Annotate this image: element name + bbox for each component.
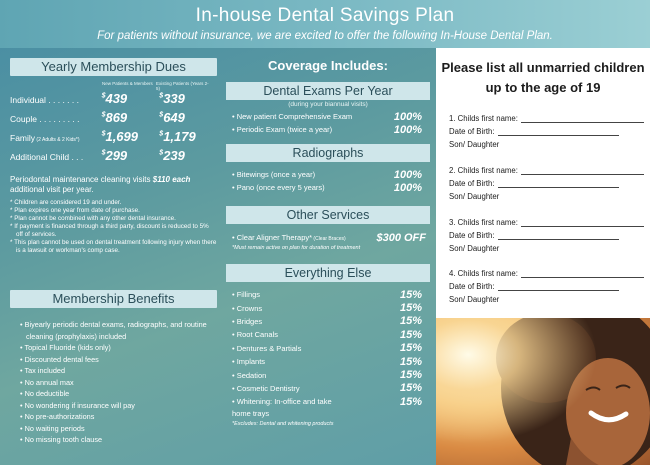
children-heading: Please list all unmarried children up to the age of 19 bbox=[441, 60, 645, 95]
child-name-label: 2. Childs first name: bbox=[449, 166, 518, 175]
dob-label: Date of Birth: bbox=[449, 282, 495, 291]
child-name-line[interactable] bbox=[521, 167, 644, 175]
dob-line[interactable] bbox=[498, 283, 619, 291]
coverage-row: • Periodic Exam (twice a year) 100% bbox=[232, 123, 422, 136]
coverage-row: • Bridges 15% bbox=[232, 315, 422, 328]
coverage-row: • Whitening: In-office and take 15% bbox=[232, 395, 422, 408]
dues-column bbox=[10, 58, 217, 255]
aligner-note: *Must remain active on plan for duration of treatment bbox=[232, 245, 361, 251]
dues-title: Yearly Membership Dues bbox=[10, 58, 217, 76]
child-entry bbox=[449, 110, 644, 149]
coverage-row: • Implants 15% bbox=[232, 355, 422, 368]
footnote: * Plan cannot be combined with any other dental insurance. bbox=[10, 215, 176, 222]
dob-line[interactable] bbox=[498, 128, 619, 136]
dues-new-price: $299 bbox=[101, 148, 128, 163]
child-name-line[interactable] bbox=[521, 270, 644, 278]
radiographs-section bbox=[226, 144, 430, 194]
footnote: * Plan expires one year from date of purchase. bbox=[10, 207, 140, 214]
dues-label: Additional Child . . . bbox=[10, 152, 84, 162]
coverage-row: • Dentures & Partials 15% bbox=[232, 342, 422, 355]
dues-label: Couple . . . . . . . . . bbox=[10, 114, 80, 124]
child-entry bbox=[449, 265, 644, 304]
children-form-panel bbox=[436, 48, 650, 465]
dues-row bbox=[10, 91, 217, 110]
child-name-label: 4. Childs first name: bbox=[449, 269, 518, 278]
exams-subtitle: (during your biannual visits) bbox=[288, 101, 368, 108]
coverage-row: • Sedation 15% bbox=[232, 369, 422, 382]
coverage-row: • Clear Aligner Therapy* (Clear Braces) $300 OFF bbox=[232, 231, 426, 244]
dues-row bbox=[10, 129, 217, 148]
coverage-row: • Bitewings (once a year) 100% bbox=[232, 168, 422, 181]
smiling-woman-photo bbox=[436, 318, 650, 465]
dues-new-price: $1,699 bbox=[101, 129, 139, 144]
benefit-item: • No annual max bbox=[20, 377, 74, 387]
dues-existing-price: $339 bbox=[159, 91, 185, 106]
coverage-row: • Fillings 15% bbox=[232, 288, 422, 301]
footnote: * If payment is financed through a third party, discount is reduced to 5% off of services. bbox=[10, 223, 209, 238]
everything-else-list bbox=[226, 288, 430, 409]
coverage-column bbox=[226, 58, 430, 427]
footnote: * Children are considered 19 and under. bbox=[10, 199, 122, 206]
everything-else-title: Everything Else bbox=[226, 264, 430, 282]
son-daughter-label: Son/ Daughter bbox=[449, 192, 500, 201]
excludes-note: *Excludes: Dental and whitening products bbox=[232, 420, 334, 427]
coverage-row: • Root Canals 15% bbox=[232, 328, 422, 341]
dob-label: Date of Birth: bbox=[449, 127, 495, 136]
benefit-item: • No wondering if insurance will pay bbox=[20, 400, 135, 410]
benefits-title: Membership Benefits bbox=[10, 290, 217, 308]
dues-label: Individual . . . . . . . bbox=[10, 95, 79, 105]
plan-details-panel bbox=[0, 48, 436, 465]
dues-new-header: New Patients & Members bbox=[102, 81, 153, 86]
benefit-item: • No deductible bbox=[20, 389, 70, 398]
benefit-item: • No pre-authorizations bbox=[20, 412, 95, 421]
coverage-row: • New patient Comprehensive Exam 100% bbox=[232, 110, 422, 123]
plan-title: In-house Dental Savings Plan bbox=[195, 5, 455, 26]
photo-illustration bbox=[436, 318, 650, 465]
child-entry bbox=[449, 162, 644, 201]
dob-label: Date of Birth: bbox=[449, 179, 495, 188]
dues-column-headers bbox=[10, 81, 217, 91]
dues-existing-price: $1,179 bbox=[159, 129, 196, 144]
son-daughter-label: Son/ Daughter bbox=[449, 140, 500, 149]
coverage-row: • Cosmetic Dentistry 15% bbox=[232, 382, 422, 395]
exams-title: Dental Exams Per Year bbox=[226, 82, 430, 100]
benefits-list bbox=[20, 319, 210, 446]
benefit-item: • No missing tooth clause bbox=[20, 435, 103, 444]
dues-row bbox=[10, 148, 217, 167]
dues-existing-price: $649 bbox=[159, 110, 185, 125]
whitening-continuation: home trays bbox=[232, 408, 270, 418]
son-daughter-label: Son/ Daughter bbox=[449, 295, 500, 304]
benefit-item: • Topical Fluoride (kids only) bbox=[20, 343, 111, 352]
dues-existing-price: $239 bbox=[159, 148, 185, 163]
son-daughter-label: Son/ Daughter bbox=[449, 244, 500, 253]
child-name-line[interactable] bbox=[521, 219, 644, 227]
benefit-item: • Biyearly periodic dental exams, radiographs, and routine cleaning (prophylaxis) included bbox=[20, 320, 207, 341]
coverage-row: • Crowns 15% bbox=[232, 302, 422, 315]
child-name-label: 1. Childs first name: bbox=[449, 114, 518, 123]
dues-label: Family (2 Adults & 2 Kids*) bbox=[10, 133, 80, 143]
benefit-item: • Tax included bbox=[20, 366, 66, 375]
dob-label: Date of Birth: bbox=[449, 231, 495, 240]
child-name-label: 3. Childs first name: bbox=[449, 218, 518, 227]
other-services-title: Other Services bbox=[226, 206, 430, 224]
benefit-item: • Discounted dental fees bbox=[20, 354, 99, 364]
maintenance-note: Periodontal maintenance cleaning visits $110 each additional visit per year. bbox=[10, 175, 191, 194]
child-name-line[interactable] bbox=[521, 115, 644, 123]
coverage-title: Coverage Includes: bbox=[268, 58, 388, 73]
dues-new-price: $439 bbox=[101, 91, 128, 106]
dues-existing-header: Existing Patients (Years 2-5) bbox=[156, 81, 209, 91]
dues-row bbox=[10, 110, 217, 129]
other-services-section bbox=[226, 206, 430, 251]
plan-subtitle: For patients without insurance, we are excited to offer the following In-House Dental Plan. bbox=[97, 30, 553, 42]
dues-new-price: $869 bbox=[101, 110, 128, 125]
coverage-row: • Pano (once every 5 years) 100% bbox=[232, 181, 422, 194]
benefit-item: • No waiting periods bbox=[20, 423, 85, 433]
dob-line[interactable] bbox=[498, 232, 619, 240]
footnote: * This plan cannot be used on dental treatment following injury when there is a lawsuit or workman's comp case. bbox=[10, 239, 217, 254]
radiographs-title: Radiographs bbox=[226, 144, 430, 162]
exams-section bbox=[226, 82, 430, 136]
dues-footnotes bbox=[10, 199, 217, 255]
page-header bbox=[0, 0, 650, 48]
child-entry bbox=[449, 214, 644, 253]
dob-line[interactable] bbox=[498, 180, 619, 188]
everything-else-section bbox=[226, 264, 430, 427]
